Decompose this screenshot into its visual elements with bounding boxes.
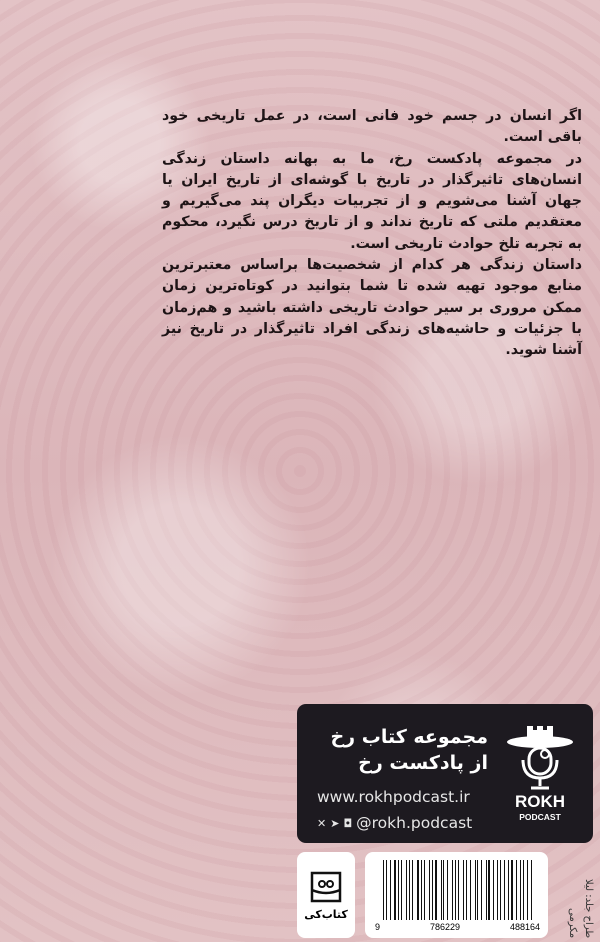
- blurb-paragraph: در مجموعه پادکست رخ، ما به بهانه داستان زندگی انسان‌های تاثیرگذار در تاریخ با گوشه‌ای از تاریخ ایران یا جهان آشنا می‌شویم و از تجربیات دیگران پند می‌گیریم و معتقدیم ملتی که تاریخ نداند و از تاریخ درس نگیرد، محکوم به تجربه تلخ حوادث تاریخی است.: [162, 150, 582, 252]
- barcode-bar: [481, 860, 482, 920]
- barcode-bar: [424, 860, 425, 920]
- publisher-logo: [297, 852, 355, 938]
- barcode-bar: [477, 860, 478, 920]
- microphone-rook-icon: [505, 722, 575, 792]
- barcode-bar: [527, 860, 528, 920]
- publisher-name: کتاب‌کی: [304, 907, 348, 921]
- rokh-podcast-logo: [501, 722, 579, 822]
- podcast-promo-box: [297, 704, 593, 843]
- x-icon: ✕: [317, 816, 327, 830]
- barcode-bar: [523, 860, 524, 920]
- barcode-bar: [508, 860, 509, 920]
- barcode-bar: [412, 860, 413, 920]
- barcode-bar: [497, 860, 498, 920]
- barcode-digit-group: 9: [375, 922, 381, 932]
- barcode-bar: [520, 860, 521, 920]
- barcode-bar: [383, 860, 384, 920]
- barcode-bar: [435, 860, 437, 920]
- barcode-bar: [458, 860, 459, 920]
- back-cover-blurb: [162, 106, 582, 362]
- barcode-bar: [531, 860, 532, 920]
- barcode-bar: [432, 860, 433, 920]
- barcode-bar: [406, 860, 407, 920]
- barcode-bar: [429, 860, 430, 920]
- barcode-bar: [463, 860, 465, 920]
- barcode-bar: [409, 860, 410, 920]
- barcode-bar: [500, 860, 501, 920]
- barcode-bar: [401, 860, 402, 920]
- barcode-bar: [441, 860, 442, 920]
- barcode-bar: [516, 860, 517, 920]
- barcode-bar: [504, 860, 505, 920]
- instagram-icon: ◘: [343, 816, 353, 830]
- book-icon: [309, 870, 343, 904]
- barcode-bar: [417, 860, 419, 920]
- barcode-bar: [493, 860, 494, 920]
- promo-subtitle: از پادکست رخ: [358, 752, 488, 774]
- barcode-bar: [511, 860, 513, 920]
- barcode-bar: [447, 860, 448, 920]
- barcode-bar: [443, 860, 444, 920]
- barcode-bar: [466, 860, 467, 920]
- credit-name: لیلا مکرمی: [567, 878, 594, 938]
- barcode-digit-group: 786229: [429, 922, 460, 932]
- telegram-icon: ➤: [330, 816, 340, 830]
- barcode-bar: [470, 860, 471, 920]
- promo-title: مجموعه کتاب رخ: [330, 726, 488, 748]
- barcode-bar: [394, 860, 396, 920]
- barcode-bar: [421, 860, 422, 920]
- blurb-paragraph: اگر انسان در جسم خود فانی است، در عمل تاریخی خود باقی است.: [162, 108, 582, 146]
- logo-subtitle: PODCAST: [519, 812, 561, 822]
- website-url: www.rokhpodcast.ir: [317, 788, 470, 806]
- barcode-bar: [455, 860, 456, 920]
- barcode-bar: [452, 860, 453, 920]
- isbn-barcode: [365, 852, 548, 938]
- cover-credits: [556, 852, 596, 938]
- logo-name: ROKH: [514, 792, 566, 811]
- barcode-bar: [486, 860, 487, 920]
- barcode-bar: [475, 860, 476, 920]
- blurb-paragraph: داستان زندگی هر کدام از شخصیت‌ها براساس معتبرترین منابع موجود تهیه شده تا شما بتوانید در کوتاه‌ترین زمان ممکن مروری بر سیر حوادث تاریخی داشته باشید و هم‌زمان با جزئیات و حاشیه‌های زندگی افراد تاثیرگذار در تاریخ نیز آشنا شوید.: [162, 257, 582, 359]
- barcode-bar: [398, 860, 399, 920]
- barcode-digit-group: 488164: [509, 922, 540, 932]
- barcode-bar: [390, 860, 391, 920]
- social-handle-row: [317, 814, 472, 832]
- social-handle: @rokh.podcast: [356, 814, 473, 832]
- barcode-bars: [383, 860, 533, 920]
- barcode-bar: [488, 860, 490, 920]
- barcode-bar: [386, 860, 387, 920]
- credit-label: طراح جلد:: [583, 894, 594, 938]
